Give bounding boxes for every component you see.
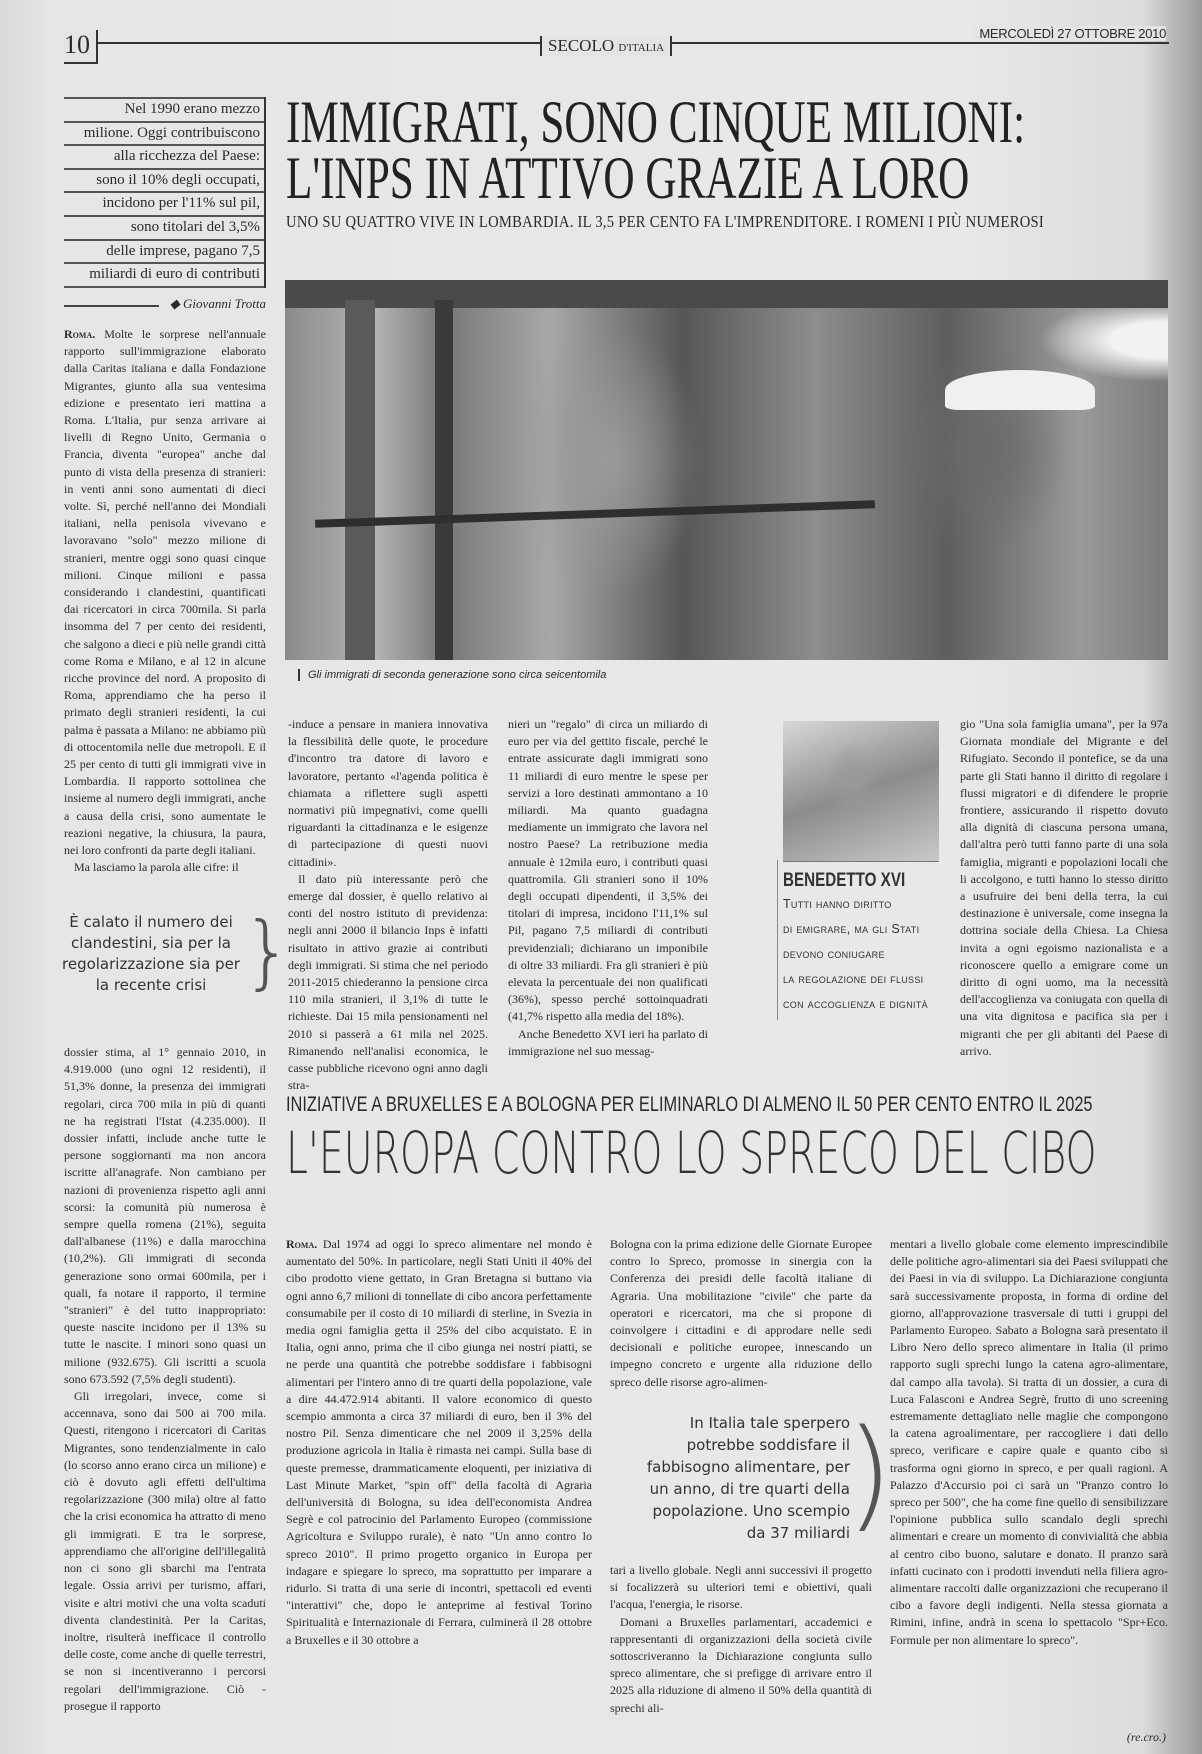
brace-icon: } [242, 905, 293, 998]
article-column [64, 326, 266, 916]
article-column [890, 1236, 1168, 1730]
dateline: Roma. [286, 1237, 318, 1251]
paragraph: Domani a Bruxelles parlamentari, accademici e rappresentanti di organizzazioni della società civile sottoscriveranno la Dichiarazione congiunta sullo spreco alimentare, che si prefigge di arrivare entro il 2025 alla riduzione di almeno il 50% della quantità di sprechi ali- [610, 1614, 872, 1715]
article-column [508, 716, 708, 1078]
diamond-icon: ◆ [169, 296, 184, 311]
byline-rule [64, 305, 159, 307]
article-column [286, 1236, 592, 1730]
pope-quote-line: con accoglienza e dignità [783, 997, 928, 1011]
article-column [64, 1044, 266, 1734]
page-number: 10 [64, 30, 98, 64]
paragraph: dossier stima, al 1° gennaio 2010, in 4.919.000 (uno ogni 12 residenti), il 51,3% donne, la presenza dei immigrati regolari, circa 700 mila in più di quanti ne ha registrati l'Istat (4.235.000). Il dossier infatti, include anche tutte le persone soggiornanti ma non ancora iscritte all'anagrafe. Non cambiano per nazioni di provenienza rispetto agli anni scorsi: la comunità più numerosa è sempre quella romena (21%), seguita dall'albanese (11%) e dalla marocchina (10,2%). Gli immigrati di seconda generazione sono ormai 600mila, per i quali, fa notare il rapporto, il termine "stranieri" è del tutto inappropriato: queste nascite incidono per il 13% su tutte le nascite. I minori sono quasi un milione (932.675). Gli iscritti a scuola sono 673.592 (7,5% degli studenti). [64, 1045, 266, 1386]
paragraph: Bologna con la prima edizione delle Giornate Europee contro lo Spreco, promosse in sinergia con la Conferenza dei presidi delle facoltà italiane di Agraria. Una mobilitazione "civile" che parte da operatori e ricercatori, ma che si propone di coinvolgere i cittadini e di approdare nelle sedi decisionali e politiche europee, innescando un impegno concreto e urgente alla riduzione dello spreco delle risorse agro-alimen- [610, 1237, 872, 1389]
summary-line: delle imprese, pagano 7,5 [64, 239, 264, 263]
article-column [610, 1562, 872, 1730]
brace-icon: ) [846, 1405, 893, 1544]
summary-line: Nel 1990 erano mezzo [64, 97, 264, 121]
pope-name: BENEDETTO XVI [783, 870, 906, 891]
pope-photo [783, 721, 939, 862]
summary-line: sono titolari del 3,5% [64, 215, 264, 239]
paragraph: gio "Una sola famiglia umana", per la 97a Giornata mondiale del Migrante e del Rifugiato. Secondo il pontefice, se da una parte gli Stati hanno il diritto di regolare i flussi migratori e di difendere le proprie frontiere, assicurando il rispetto dovuto alla dignità di ciascuna persona umana, dall'altra però tutti fanno parte di una sola famiglia, migranti e popolazioni locali che li accolgono, e tutti hanno lo stesso diritto a usufruire dei beni della terra, la cui destinazione è universale, come insegna la dottrina sociale della Chiesa. La Chiesa invita a ogni egoismo nazionalista e a riconoscere quello a emigrare come un diritto di ogni uomo, ma la necessità dell'accoglienza va coniugata con quella di una vita dignitosa e pacifica sia per i migranti che per gli abitanti del Paese di arrivo. [960, 717, 1168, 1058]
paragraph: Gli irregolari, invece, come si accennava, sono dai 500 ai 700 mila. Questi, ritengono i ricercatori di Caritas Migrantes, sono tendenzialmente in calo (lo scorso anno erano circa un milione) e ciò è dovuto agli effetti dell'ultima regolarizzazione (300 mila) oltre al fatto che la crisi economica ha attratto di meno gli immigrati. E tra le sorprese, apprendiamo che all'origine dell'illegalità non ci sono gli sbarchi ma l'entrata legale. Ossia arrivi per turismo, affari, visite e altri motivi che una volta scaduti diventa clandestinità. Per la Caritas, inoltre, risulterà inefficace il controllo delle coste, come anche di quelle terrestri, se non si incentiveranno i percorsi regolari dell'immigrazione. Ciò - prosegue il rapporto [64, 1389, 266, 1713]
dateline: Roma. [64, 327, 96, 341]
paragraph: nieri un "regalo" di circa un miliardo di euro per via del gettito fiscale, perché le entrate assicurate dagli immigrati sono 11 miliardi di euro mentre le spese per servizi a loro destinati ammontano a 10 miliardi. Ma quanto guadagna mediamente un immigrato che lavora nel nostro Paese? La retribuzione media annuale è 12mila euro, i contributi quasi quattromila. Gli stranieri sono il 10% degli occupati dipendenti, il 3,5% dei titolari di impresa, incidono l'11,1% sul Pil, pagano 7,5 miliardi di contributi previdenziali; dichiarano un imponibile di oltre 33 miliardi. Fra gli stranieri è più elevata la percentuale dei non qualificati (36%), spesso perché sottoinquadrati (41,7% rispetto alla media del 18%). [508, 717, 708, 1024]
pope-quote-line: la regolazione dei flussi [783, 972, 924, 986]
headline [286, 89, 1026, 211]
box-rule [777, 860, 778, 1020]
author-name: Giovanni Trotta [183, 296, 266, 311]
issue-date: MERCOLEDÌ 27 OTTOBRE 2010 [975, 26, 1166, 41]
article-column [288, 716, 488, 1093]
article-column [610, 1236, 872, 1392]
pull-quote [56, 905, 293, 1002]
author-signature: (re.cro.) [1126, 1730, 1166, 1744]
pope-quote-line: di emigrare, ma gli Stati [783, 922, 920, 936]
photo-caption: Gli immigrati di seconda generazione sono circa seicentomila [298, 669, 606, 681]
pope-quote-box [783, 870, 936, 1017]
paragraph: Anche Benedetto XVI ieri ha parlato di immigrazione nel suo messag- [508, 1026, 708, 1058]
summary-line: incidono per l'11% sul pil, [64, 191, 264, 215]
byline [64, 296, 266, 312]
paragraph: mentari a livello globale come elemento imprescindibile delle politiche agro-alimentari sia dei Paesi sviluppati che dei Paesi in via di sviluppo. La Dichiarazione congiunta sarà successivamente proposta, in forma di ordine del giorno, all'approvazione trasversale di tutti i gruppi del Parlamento Europeo. Sabato a Bologna sarà presentato il Libro Nero dello spreco alimentare in Italia (il primo rapporto sugli sprechi lungo la catena agro-alimentare, dal campo alla tavola). Si tratta di un dossier, a cura di Luca Falasconi e Andrea Segrè, frutto di uno screening estremamente dettagliato nelle maglie che compongono la catena agroalimentare, per raccogliere i dati dello spreco, verificare e capire quale e quanto cibo si trasforma ogni giorno in spreco, e per quali ragioni. A Palazzo d'Accursio poi ci sarà un "Pranzo contro lo spreco per 500", che ha come fine quello di sensibilizzare l'opinione pubblica sullo scandalo degli sprechi alimentari e creare un momento di convivialità che abbia al centro cibo buono, salutare e donato. Il pranzo sarà infatti cucinato con i prodotti invenduti nella filiera agro-alimentare raccolti dalle organizzazioni che recuperano il cibo a favore degli indigenti. Nella stessa giornata a Rimini, infine, andrà in scena lo spettacolo "Spr+Eco. Formule per non alimentare lo spreco". [890, 1237, 1168, 1647]
pull-quote-text: È calato il numero dei clandestini, sia per la regolarizzazione sia per la recente crisi [62, 913, 240, 994]
paragraph: tari a livello globale. Negli anni successivi il progetto si focalizzerà su ulteriori temi e obiettivi, quali l'acqua, l'energia, le risorse. [610, 1563, 872, 1612]
paragraph: Ma lasciamo la parola alle cifre: il [74, 860, 239, 875]
subheadline: INIZIATIVE A BRUXELLES E A BOLOGNA PER ELIMINARLO DI ALMENO IL 50 PER CENTO ENTRO IL 2025 [286, 1093, 1093, 1116]
summary-line: milione. Oggi contribuiscono [64, 121, 264, 145]
paragraph: Dal 1974 ad oggi lo spreco alimentare nel mondo è aumentato del 50%. In particolare, negli Stati Uniti il 40% del cibo prodotto viene gettato, in Gran Bretagna si buttano via ogni anno 6,7 milioni di tonnellate di cibo ancora perfettamente consumabile per il costo di 10 miliardi di sterline, in Svezia in media ogni famiglia getta il 25% del cibo acquistato. E in Italia, ogni anno, prima che il cibo giunga nei nostri piatti, se ne perde una quantità che potrebbe soddisfare i fabbisogni alimentari per l'intero anno di tre quarti della popolazione, vale a dire 44.472.914 abitanti. Il valore economico di questo scempio ammonta a circa 37 miliardi di euro, ben il 3% del nostro Pil. Senza dimenticare che nel 2009 il 3,25% della produzione agricola in Italia è rimasta nei campi. Sulla base di queste premesse, drammaticamente eloquenti, per iniziativa di Last Minute Market, "spin off" della facoltà di Agraria dell'università di Bologna, su idea dell'economista Andrea Segrè e col patrocinio del Parlamento Europeo (commissione Agricoltura e Sviluppo rurale), è nato "Un anno contro lo spreco 2010". Il primo progetto organico in Europa per indagare e spiegare lo spreco, ma soprattutto per imparare a ridurlo. Si tratta di una serie di incontri, spettacoli ed eventi "interattivi" che, dopo le anteprime al festival Torino Spiritualità e Internazionale di Ferrara, culminerà il 28 ottobre a Bruxelles e il 30 ottobre a [286, 1237, 592, 1647]
pope-quote-line: devono coniugare [783, 947, 885, 961]
masthead-suffix: D'ITALIA [618, 42, 665, 54]
paragraph: Il dato più interessante però che emerge dal dossier, è quello relativo ai conti del nostro istituto di previdenza: negli anni 2000 il bilancio Inps è infatti risultato in attivo grazie ai contributi degli immigrati. Si stima che nel periodo 2011-2015 chiederanno la pensione circa 110 mila stranieri, il 3,1% di tutte le richieste. Dai 15 mila pensionamenti nel 2010 si passerà a 61 mila nel 2025. Rimanendo nell'analisi economica, le casse pubbliche ricevono ogni anno dagli stra- [288, 871, 488, 1093]
paragraph: -induce a pensare in maniera innovativa la flessibilità delle quote, le procedure d'incontro tra datore di lavoro e lavoratore, pertanto «l'agenda politica è chiamata a riflettere sugli aspetti normativi più impegnativi, come quelli riguardanti la cittadinanza e le esigenze di partecipazione di questi nuovi cittadini». [288, 717, 488, 869]
headline: L'EUROPA CONTRO LO SPRECO DEL CIBO [286, 1119, 1097, 1187]
subheadline: UNO SU QUATTRO VIVE IN LOMBARDIA. IL 3,5 PER CENTO FA L'IMPRENDITORE. I ROMENI I PIÙ NUMEROSI [286, 212, 1045, 231]
summary-line: alla ricchezza del Paese: [64, 144, 264, 168]
article-column [960, 716, 1168, 1078]
headline-line: IMMIGRATI, SONO CINQUE MILIONI: [286, 89, 1026, 155]
headline-line: L'INPS IN ATTIVO GRAZIE A LORO [286, 145, 970, 211]
pope-quote-line: Tutti hanno diritto [783, 897, 892, 911]
summary-sidebar [64, 97, 266, 288]
construction-worker-photo [285, 280, 1168, 660]
masthead [540, 36, 672, 56]
pull-quote-text: In Italia tale sperpero potrebbe soddisfare il fabbisogno alimentare, per un anno, di tre quarti della popolazione. Uno scempio da 37 miliardi [646, 1414, 850, 1542]
summary-line: sono il 10% degli occupati, [64, 168, 264, 192]
paragraph: Molte le sorprese nell'annuale rapporto sull'immigrazione elaborato dalla Caritas italiana e dalla Fondazione Migrantes, giunto alla sua ventesima edizione e presentato ieri mattina a Roma. L'Italia, pur senza arrivare ai livelli di Regno Unito, Germania o Francia, diventa "europea" anche dal punto di vista della presenza di stranieri: in venti anni sono aumentati di dieci volte. Sì, perché nell'anno dei Mondiali italiani, nella penisola vivevano e lavoravano "solo" mezzo milione di stranieri, mentre oggi sono quasi cinque milioni. Cinque milioni e passa considerando i clandestini, quantificati dai ricercatori in circa 700mila. Si parla insomma del 7 per cento dei residenti, che salgono a dieci e più nelle grandi città come Roma e Milano, e al 12 in alcune ricche province del nord. A proposito di Roma, apprendiamo che ha perso il primato degli stranieri residenti, la cui palma è passata a Milano: ne abbiamo più di ottocentomila nelle due metropoli. E il 25 per cento di tutti gli immigrati vive in Lombardia. Il rapporto sottolinea che insieme al numero degli immigrati, anche a causa della crisi, sono aumentate le reazioni negative, la chiusura, la paura, nei loro confronti da parte degli italiani. [64, 327, 266, 858]
masthead-name: SECOLO [548, 36, 615, 55]
summary-line: miliardi di euro di contributi [64, 262, 264, 288]
